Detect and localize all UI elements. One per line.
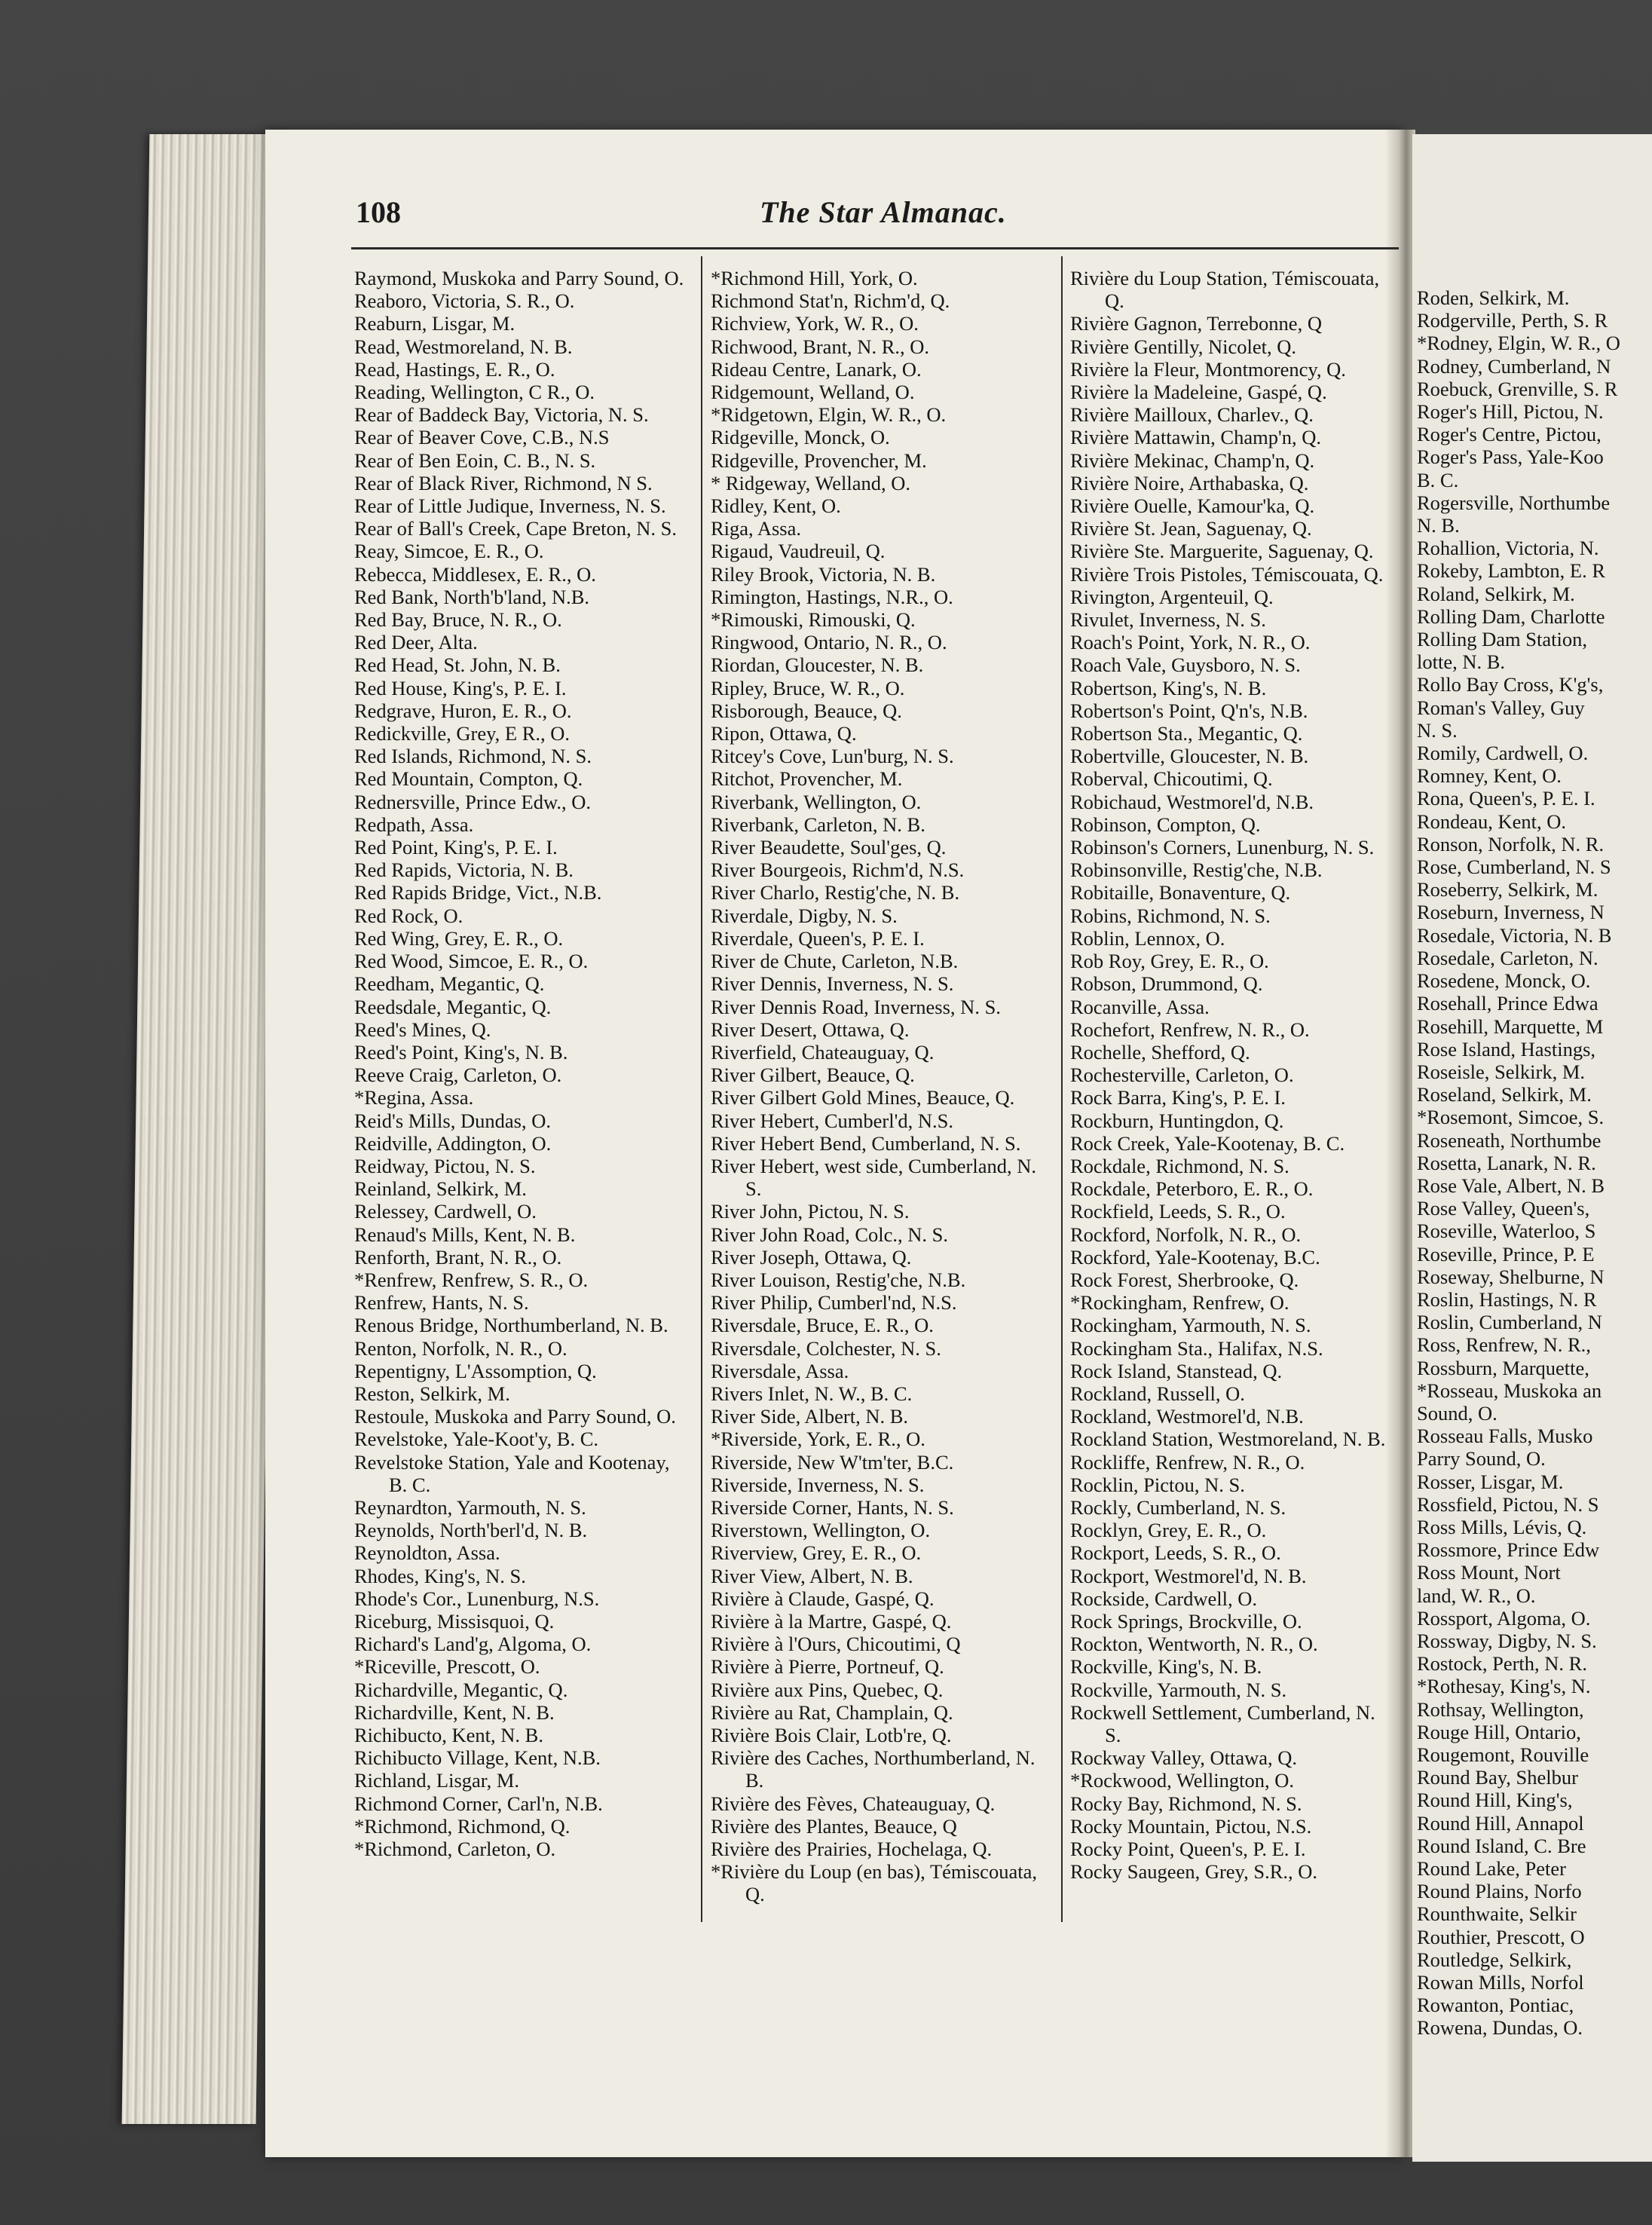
gazetteer-entry: Rockfield, Leeds, S. R., O. (1070, 1200, 1286, 1223)
gazetteer-entry: Rosser, Lisgar, M. (1417, 1470, 1564, 1493)
gazetteer-entry: Red Bay, Bruce, N. R., O. (354, 608, 562, 632)
gazetteer-entry: Rossburn, Marquette, (1417, 1356, 1589, 1379)
gazetteer-entry: Riley Brook, Victoria, N. B. (711, 562, 936, 586)
gazetteer-entry: land, W. R., O. (1417, 1584, 1536, 1607)
gazetteer-entry: Rossport, Algoma, O. (1417, 1606, 1591, 1630)
gazetteer-entry: Rockland, Westmorel'd, N.B. (1070, 1405, 1304, 1428)
gazetteer-entry: Riverstown, Wellington, O. (711, 1519, 931, 1542)
gazetteer-entry: Rivière St. Jean, Saguenay, Q. (1070, 517, 1312, 540)
gazetteer-entry: Rivière du Loup Station, Témiscouata, Q. (1070, 267, 1380, 313)
gazetteer-entry: Read, Hastings, E. R., O. (354, 357, 555, 381)
gazetteer-entry: Roger's Pass, Yale-Koo (1417, 445, 1604, 469)
gazetteer-entry: Rocky Saugeen, Grey, S.R., O. (1070, 1860, 1318, 1884)
gazetteer-entry: Rockdale, Peterboro, E. R., O. (1070, 1177, 1314, 1201)
gazetteer-entry: River Charlo, Restig'che, N. B. (711, 881, 960, 904)
gazetteer-entry: Ronson, Norfolk, N. R. (1417, 832, 1605, 855)
gazetteer-entry: *Riceville, Prescott, O. (354, 1655, 540, 1679)
gazetteer-entry: Reading, Wellington, C R., O. (354, 381, 595, 404)
gazetteer-entry: Parry Sound, O. (1417, 1447, 1546, 1471)
gazetteer-entry: Ringwood, Ontario, N. R., O. (711, 631, 947, 654)
gazetteer-entry: Rockwell Settlement, Cumberland, N. S. (1070, 1700, 1375, 1746)
gazetteer-entry: Reynoldton, Assa. (354, 1541, 500, 1565)
gazetteer-entry: Reinland, Selkirk, M. (354, 1177, 527, 1201)
gazetteer-entry: Rockly, Cumberland, N. S. (1070, 1495, 1286, 1519)
gazetteer-entry: Rockford, Yale-Kootenay, B.C. (1070, 1245, 1320, 1269)
gazetteer-entry: Riverdale, Digby, N. S. (711, 904, 898, 927)
gazetteer-entry: Rivière Bois Clair, Lotb're, Q. (711, 1724, 952, 1746)
gazetteer-entry: Richview, York, W. R., O. (711, 312, 919, 335)
gazetteer-entry: Rocklyn, Grey, E. R., O. (1070, 1519, 1267, 1542)
gazetteer-entry: Rocky Mountain, Pictou, N.S. (1070, 1814, 1312, 1838)
gazetteer-entry: Ritchot, Provencher, M. (711, 767, 903, 791)
gazetteer-entry: Rivière Mekinac, Champ'n, Q. (1070, 448, 1315, 472)
gazetteer-entry: Rivers Inlet, N. W., B. C. (711, 1382, 913, 1405)
gazetteer-entry: Reedham, Megantic, Q. (354, 972, 545, 996)
gazetteer-entry: Rockport, Leeds, S. R., O. (1070, 1541, 1281, 1565)
gazetteer-entry: Roland, Selkirk, M. (1417, 582, 1575, 605)
gazetteer-entry: Rivière la Fleur, Montmorency, Q. (1070, 357, 1346, 381)
gazetteer-entry: Rocanville, Assa. (1070, 995, 1210, 1018)
gazetteer-entry: Ripley, Bruce, W. R., O. (711, 676, 905, 699)
gazetteer-entry: Reedsdale, Megantic, Q. (354, 995, 552, 1018)
gazetteer-entry: Rockford, Norfolk, N. R., O. (1070, 1223, 1302, 1246)
gazetteer-entry: Red Wing, Grey, E. R., O. (354, 926, 564, 950)
gazetteer-entry: Rostock, Perth, N. R. (1417, 1652, 1587, 1676)
gazetteer-entry: Roslin, Hastings, N. R (1417, 1287, 1597, 1311)
gazetteer-entry: Rock Forest, Sherbrooke, Q. (1070, 1268, 1299, 1291)
gazetteer-entry: N. S. (1417, 718, 1458, 742)
gazetteer-entry: Roseland, Selkirk, M. (1417, 1083, 1592, 1106)
gazetteer-entry: Red Rapids Bridge, Vict., N.B. (354, 881, 602, 904)
gazetteer-entry: Rolling Dam, Charlotte (1417, 604, 1605, 628)
gazetteer-entry: Renton, Norfolk, N. R., O. (354, 1336, 567, 1360)
gazetteer-entry: Rivington, Argenteuil, Q. (1070, 585, 1274, 608)
gazetteer-entry: Rothsay, Wellington, (1417, 1697, 1584, 1721)
gazetteer-entry: Rivière au Rat, Champlain, Q. (711, 1700, 953, 1724)
gazetteer-entry: Rideau Centre, Lanark, O. (711, 357, 922, 381)
gazetteer-entry: Rivière des Plantes, Beauce, Q (711, 1814, 957, 1838)
gazetteer-entry: Rona, Queen's, P. E. I. (1417, 787, 1595, 810)
gazetteer-entry: Riverside Corner, Hants, N. S. (711, 1495, 954, 1519)
gazetteer-entry: Riverview, Grey, E. R., O. (711, 1541, 922, 1565)
gazetteer-entry: Reston, Selkirk, M. (354, 1382, 510, 1405)
gazetteer-entry: Richardville, Kent, N. B. (354, 1700, 555, 1724)
gazetteer-entry: Riverside, New W'tm'ter, B.C. (711, 1450, 954, 1474)
gazetteer-entry: Richibucto Village, Kent, N.B. (354, 1746, 601, 1770)
gazetteer-entry: Riverdale, Queen's, P. E. I. (711, 926, 925, 950)
gazetteer-entry: Rowan Mills, Norfol (1417, 1971, 1584, 1994)
gazetteer-entry: Rivière Noire, Arthabaska, Q. (1070, 471, 1309, 494)
gazetteer-entry: Rollo Bay Cross, K'g's, (1417, 673, 1604, 696)
gazetteer-entry: River Hebert Bend, Cumberland, N. S. (711, 1131, 1021, 1155)
gazetteer-entry: *Rosseau, Muskoka an (1417, 1379, 1602, 1402)
gazetteer-entry: lotte, N. B. (1417, 650, 1506, 674)
page-edges (122, 134, 284, 2124)
gazetteer-entry: Roseisle, Selkirk, M. (1417, 1060, 1586, 1083)
gazetteer-entry: Romily, Cardwell, O. (1417, 742, 1589, 765)
gazetteer-entry: Rear of Ball's Creek, Cape Breton, N. S. (354, 517, 677, 540)
gazetteer-entry: Rose Island, Hastings, (1417, 1037, 1596, 1060)
gazetteer-entry: Rose Valley, Queen's, (1417, 1197, 1590, 1220)
gazetteer-entry: Raymond, Muskoka and Parry Sound, O. (354, 267, 684, 289)
gazetteer-entry: Rosseau Falls, Musko (1417, 1425, 1593, 1448)
gazetteer-entry: *Rockwood, Wellington, O. (1070, 1769, 1294, 1792)
gazetteer-entry: Rouge Hill, Ontario, (1417, 1720, 1581, 1743)
gazetteer-entry: Roman's Valley, Guy (1417, 696, 1585, 719)
gazetteer-entry: Rowanton, Pontiac, (1417, 1994, 1574, 2017)
gazetteer-entry: Round Bay, Shelbur (1417, 1766, 1578, 1789)
gazetteer-entry: Robson, Drummond, Q. (1070, 972, 1263, 996)
gazetteer-entry: *Richmond Hill, York, O. (711, 267, 918, 289)
gazetteer-entry: River Joseph, Ottawa, Q. (711, 1245, 912, 1269)
gazetteer-entry: Robertson, King's, N. B. (1070, 676, 1267, 699)
gazetteer-entry: * Ridgeway, Welland, O. (711, 471, 911, 494)
gazetteer-entry: Ridgeville, Provencher, M. (711, 448, 927, 472)
gazetteer-entry: Richmond Stat'n, Richm'd, Q. (711, 289, 950, 313)
gazetteer-entry: Read, Westmoreland, N. B. (354, 335, 573, 358)
gazetteer-entry: Riverside, Inverness, N. S. (711, 1473, 925, 1496)
gazetteer-entry: Rear of Baddeck Bay, Victoria, N. S. (354, 403, 649, 427)
gazetteer-entry: River Dennis, Inverness, N. S. (711, 972, 954, 996)
gazetteer-entry: Round Island, C. Bre (1417, 1834, 1586, 1857)
gazetteer-entry: Rosedene, Monck, O. (1417, 969, 1591, 993)
gazetteer-entry: Rob Roy, Grey, E. R., O. (1070, 950, 1269, 973)
gazetteer-entry: Rivière à Pierre, Portneuf, Q. (711, 1655, 944, 1679)
gazetteer-entry: Rondeau, Kent, O. (1417, 810, 1566, 833)
gazetteer-entry: N. B. (1417, 514, 1460, 537)
gazetteer-entry: Reaboro, Victoria, S. R., O. (354, 289, 575, 313)
gazetteer-entry: Rockland, Russell, O. (1070, 1382, 1245, 1405)
gazetteer-entry: Sound, O. (1417, 1401, 1498, 1425)
gazetteer-entry: Restoule, Muskoka and Parry Sound, O. (354, 1405, 676, 1428)
gazetteer-entry: Rosedale, Victoria, N. B (1417, 923, 1612, 947)
gazetteer-entry: Reay, Simcoe, E. R., O. (354, 540, 544, 563)
column-1 (354, 267, 692, 1860)
gazetteer-entry: Rivière Ouelle, Kamour'ka, Q. (1070, 494, 1315, 518)
gazetteer-entry: Rock Springs, Brockville, O. (1070, 1609, 1302, 1633)
gazetteer-entry: Roseville, Prince, P. E (1417, 1242, 1595, 1266)
gazetteer-entry: Ritcey's Cove, Lun'burg, N. S. (711, 745, 954, 768)
gazetteer-entry: Renous Bridge, Northumberland, N. B. (354, 1314, 668, 1337)
gazetteer-entry: Rose Vale, Albert, N. B (1417, 1174, 1605, 1197)
gazetteer-entry: River View, Albert, N. B. (711, 1564, 913, 1587)
gazetteer-entry: Rivière Gentilly, Nicolet, Q. (1070, 335, 1297, 358)
gazetteer-entry: Reidville, Addington, O. (354, 1131, 552, 1155)
gazetteer-entry: Rockton, Wentworth, N. R., O. (1070, 1633, 1318, 1656)
gazetteer-entry: Revelstoke Station, Yale and Kootenay, B. C. (354, 1450, 670, 1496)
gazetteer-entry: Rock Creek, Yale-Kootenay, B. C. (1070, 1131, 1345, 1155)
running-title: The Star Almanac. (760, 195, 1007, 229)
gazetteer-entry: Rounthwaite, Selkir (1417, 1902, 1577, 1926)
gazetteer-entry: Rochesterville, Carleton, O. (1070, 1064, 1294, 1087)
gazetteer-entry: Rivière Mailloux, Charlev., Q. (1070, 403, 1314, 427)
gazetteer-entry: Rivière aux Pins, Quebec, Q. (711, 1678, 944, 1701)
gazetteer-entry: Robinson's Corners, Lunenburg, N. S. (1070, 836, 1375, 859)
gazetteer-entry: Rhodes, King's, N. S. (354, 1564, 526, 1587)
gazetteer-entry: Rockland Station, Westmoreland, N. B. (1070, 1428, 1386, 1451)
gazetteer-entry: Reid's Mills, Dundas, O. (354, 1109, 551, 1132)
gazetteer-entry: Rivière la Madeleine, Gaspé, Q. (1070, 381, 1327, 404)
gazetteer-entry: *Ridgetown, Elgin, W. R., O. (711, 403, 947, 427)
gazetteer-entry: River Hebert, Cumberl'd, N.S. (711, 1109, 953, 1132)
gazetteer-entry: Renfrew, Hants, N. S. (354, 1291, 529, 1314)
gazetteer-entry: Rockdale, Richmond, N. S. (1070, 1154, 1289, 1177)
gazetteer-entry: Rochefort, Renfrew, N. R., O. (1070, 1018, 1310, 1041)
gazetteer-entry: Round Hill, Annapol (1417, 1811, 1584, 1835)
gazetteer-entry: *Riverside, York, E. R., O. (711, 1428, 925, 1451)
gazetteer-entry: Ridgemount, Welland, O. (711, 381, 915, 404)
gazetteer-entry: Roslin, Cumberland, N (1417, 1311, 1602, 1334)
gazetteer-entry: Richland, Lisgar, M. (354, 1769, 520, 1792)
gazetteer-entry: River John, Pictou, N. S. (711, 1200, 910, 1223)
gazetteer-entry: *Renfrew, Renfrew, S. R., O. (354, 1268, 589, 1291)
gazetteer-entry: Rowena, Dundas, O. (1417, 2016, 1583, 2040)
gazetteer-entry: Roseway, Shelburne, N (1417, 1265, 1605, 1288)
gazetteer-entry: Rockingham Sta., Halifax, N.S. (1070, 1336, 1323, 1360)
gazetteer-entry: Routledge, Selkirk, (1417, 1948, 1572, 1971)
gazetteer-entry: Riversdale, Assa. (711, 1359, 849, 1382)
gazetteer-entry: Richibucto, Kent, N. B. (354, 1724, 543, 1746)
gazetteer-entry: Rimington, Hastings, N.R., O. (711, 585, 953, 608)
gazetteer-entry: Round Lake, Peter (1417, 1857, 1566, 1881)
gazetteer-entry: Ridley, Kent, O. (711, 494, 841, 518)
gazetteer-entry: Rivulet, Inverness, N. S. (1070, 608, 1266, 632)
gazetteer-entry: Red Head, St. John, N. B. (354, 653, 561, 677)
gazetteer-entry: Robins, Richmond, N. S. (1070, 904, 1271, 927)
page-number: 108 (356, 195, 401, 229)
gazetteer-entry: Robinsonville, Restig'che, N.B. (1070, 858, 1323, 882)
gazetteer-entry: Rear of Little Judique, Inverness, N. S. (354, 494, 666, 518)
gazetteer-entry: Rockway Valley, Ottawa, Q. (1070, 1746, 1297, 1770)
gazetteer-entry: River Philip, Cumberl'nd, N.S. (711, 1291, 957, 1314)
gazetteer-entry: Red Mountain, Compton, Q. (354, 767, 583, 791)
gazetteer-entry: Redpath, Assa. (354, 813, 474, 836)
gazetteer-entry: Rear of Ben Eoin, C. B., N. S. (354, 448, 596, 472)
gazetteer-entry: Robitaille, Bonaventure, Q. (1070, 881, 1291, 904)
gazetteer-entry: Red Rock, O. (354, 904, 463, 927)
gazetteer-entry: Roden, Selkirk, M. (1417, 286, 1570, 309)
gazetteer-entry: *Rivière du Loup (en bas), Témiscouata, Q. (711, 1860, 1037, 1906)
gazetteer-entry: Roger's Centre, Pictou, (1417, 423, 1602, 446)
gazetteer-entry: Roebuck, Grenville, S. R (1417, 377, 1618, 400)
gazetteer-entry: River Hebert, west side, Cumberland, N. S. (711, 1154, 1036, 1201)
gazetteer-entry: Redgrave, Huron, E. R., O. (354, 699, 572, 722)
gazetteer-entry: Round Plains, Norfo (1417, 1880, 1582, 1903)
gazetteer-entry: Rockville, King's, N. B. (1070, 1655, 1262, 1679)
gazetteer-entry: Riverbank, Carleton, N. B. (711, 813, 925, 836)
gazetteer-entry: Rivière Trois Pistoles, Témiscouata, Q. (1070, 562, 1384, 586)
gazetteer-entry: Ross, Renfrew, N. R., (1417, 1333, 1591, 1357)
gazetteer-entry: Rear of Black River, Richmond, N S. (354, 471, 653, 494)
column-2 (711, 267, 1051, 1906)
gazetteer-entry: Rolling Dam Station, (1417, 628, 1587, 651)
gazetteer-entry: Rocky Bay, Richmond, N. S. (1070, 1792, 1302, 1815)
gazetteer-entry: Redickville, Grey, E R., O. (354, 722, 571, 745)
gazetteer-entry: Riga, Assa. (711, 517, 801, 540)
gazetteer-entry: Red Islands, Richmond, N. S. (354, 745, 592, 768)
gazetteer-entry: Rivière à Claude, Gaspé, Q. (711, 1587, 935, 1610)
gazetteer-entry: Rivière à la Martre, Gaspé, Q. (711, 1609, 952, 1633)
gazetteer-entry: Reed's Point, King's, N. B. (354, 1040, 568, 1064)
gazetteer-entry: Robertville, Gloucester, N. B. (1070, 745, 1309, 768)
gazetteer-entry: Rockliffe, Renfrew, N. R., O. (1070, 1450, 1305, 1474)
gazetteer-entry: Rockside, Cardwell, O. (1070, 1587, 1258, 1610)
gazetteer-entry: River Gilbert Gold Mines, Beauce, Q. (711, 1086, 1015, 1109)
gazetteer-entry: Routhier, Prescott, O (1417, 1925, 1585, 1948)
gazetteer-entry: *Rimouski, Rimouski, Q. (711, 608, 916, 632)
gazetteer-entry: Roberval, Chicoutimi, Q. (1070, 767, 1273, 791)
gazetteer-entry: Roseville, Waterloo, S (1417, 1220, 1596, 1243)
gazetteer-entry: *Rosemont, Simcoe, S. (1417, 1106, 1605, 1129)
gazetteer-entry: Rossmore, Prince Edw (1417, 1538, 1600, 1562)
gazetteer-entry: Robertson Sta., Megantic, Q. (1070, 722, 1303, 745)
gazetteer-entry: Ridgeville, Monck, O. (711, 426, 890, 449)
gazetteer-entry: Rossfield, Pictou, N. S (1417, 1492, 1599, 1516)
gazetteer-entry: Rose, Cumberland, N. S (1417, 855, 1611, 879)
gazetteer-entry: Reynardton, Yarmouth, N. S. (354, 1495, 586, 1519)
gazetteer-entry: Rochelle, Shefford, Q. (1070, 1040, 1250, 1064)
column-divider-2 (1061, 256, 1063, 1922)
gazetteer-entry: Rigaud, Vaudreuil, Q. (711, 540, 886, 563)
gazetteer-entry: Roach's Point, York, N. R., O. (1070, 631, 1311, 654)
gazetteer-entry: Reidway, Pictou, N. S. (354, 1154, 536, 1177)
gazetteer-entry: *Richmond, Richmond, Q. (354, 1814, 571, 1838)
gazetteer-entry: Richard's Land'g, Algoma, O. (354, 1633, 592, 1656)
gazetteer-entry: Renforth, Brant, N. R., O. (354, 1245, 562, 1269)
gazetteer-entry: Roseberry, Selkirk, M. (1417, 878, 1598, 901)
gazetteer-entry: Rosehill, Marquette, M (1417, 1015, 1604, 1038)
gazetteer-entry: Riverbank, Wellington, O. (711, 790, 922, 813)
gazetteer-entry: Red Deer, Alta. (354, 631, 478, 654)
gazetteer-entry: Rockport, Westmorel'd, N. B. (1070, 1564, 1307, 1587)
gazetteer-entry: River Desert, Ottawa, Q. (711, 1018, 910, 1041)
gazetteer-entry: Rivière Gagnon, Terrebonne, Q (1070, 312, 1322, 335)
column-3 (1070, 267, 1396, 1883)
gazetteer-entry: B. C. (1417, 468, 1459, 491)
gazetteer-entry: Reed's Mines, Q. (354, 1018, 491, 1041)
gazetteer-entry: Red House, King's, P. E. I. (354, 676, 567, 699)
gazetteer-entry: *Regina, Assa. (354, 1086, 474, 1109)
gazetteer-entry: Rednersville, Prince Edw., O. (354, 790, 592, 813)
gazetteer-entry: *Rodney, Elgin, W. R., O (1417, 332, 1620, 355)
gazetteer-entry: Risborough, Beauce, Q. (711, 699, 902, 722)
gazetteer-entry: Rock Barra, King's, P. E. I. (1070, 1086, 1286, 1109)
gazetteer-entry: Romney, Kent, O. (1417, 764, 1562, 788)
column-divider-1 (701, 256, 702, 1922)
gazetteer-entry: Reaburn, Lisgar, M. (354, 312, 515, 335)
gazetteer-entry: Reynolds, North'berl'd, N. B. (354, 1519, 588, 1542)
gazetteer-entry: Ross Mount, Nort (1417, 1561, 1561, 1584)
gazetteer-entry: Rivière des Prairies, Hochelaga, Q. (711, 1838, 993, 1861)
gazetteer-entry: River Bourgeois, Richm'd, N.S. (711, 858, 965, 882)
gazetteer-entry: Red Wood, Simcoe, E. R., O. (354, 950, 589, 973)
gazetteer-entry: Rogersville, Northumbe (1417, 491, 1611, 514)
gazetteer-entry: River Beaudette, Soul'ges, Q. (711, 836, 947, 859)
gazetteer-entry: Rokeby, Lambton, E. R (1417, 559, 1606, 583)
gazetteer-entry: Rivière des Caches, Northumberland, N. B. (711, 1746, 1036, 1792)
gazetteer-entry: Rossway, Digby, N. S. (1417, 1629, 1597, 1652)
gazetteer-entry: Rivière Ste. Marguerite, Saguenay, Q. (1070, 540, 1374, 563)
column-4-facing (1417, 286, 1652, 2040)
gazetteer-entry: Reeve Craig, Carleton, O. (354, 1064, 562, 1087)
gazetteer-entry: *Rothesay, King's, N. (1417, 1675, 1591, 1698)
gazetteer-entry: Roseburn, Inverness, N (1417, 901, 1605, 924)
gazetteer-entry: Ripon, Ottawa, Q. (711, 722, 857, 745)
gazetteer-entry: Rear of Beaver Cove, C.B., N.S (354, 426, 610, 449)
gazetteer-entry: Robinson, Compton, Q. (1070, 813, 1261, 836)
gazetteer-entry: Rockburn, Huntingdon, Q. (1070, 1109, 1284, 1132)
gazetteer-entry: Renaud's Mills, Kent, N. B. (354, 1223, 576, 1246)
gazetteer-entry: Rodney, Cumberland, N (1417, 354, 1611, 378)
gazetteer-entry: Roger's Hill, Pictou, N. (1417, 400, 1604, 424)
gazetteer-entry: Rockville, Yarmouth, N. S. (1070, 1678, 1287, 1701)
gazetteer-entry: River John Road, Colc., N. S. (711, 1223, 949, 1246)
gazetteer-entry: Rocky Point, Queen's, P. E. I. (1070, 1838, 1306, 1861)
gazetteer-entry: Rivière Mattawin, Champ'n, Q. (1070, 426, 1322, 449)
gazetteer-entry: Red Bank, North'b'land, N.B. (354, 585, 590, 608)
gazetteer-entry: Rougemont, Rouville (1417, 1743, 1589, 1766)
gazetteer-entry: Round Hill, King's, (1417, 1789, 1573, 1812)
gazetteer-entry: River Dennis Road, Inverness, N. S. (711, 995, 1001, 1018)
gazetteer-entry: Riceburg, Missisquoi, Q. (354, 1609, 555, 1633)
gazetteer-entry: Richmond Corner, Carl'n, N.B. (354, 1792, 603, 1815)
gazetteer-entry: Rebecca, Middlesex, E. R., O. (354, 562, 596, 586)
gazetteer-entry: Rivière à l'Ours, Chicoutimi, Q (711, 1633, 961, 1656)
gazetteer-entry: Repentigny, L'Assomption, Q. (354, 1359, 597, 1382)
gazetteer-entry: Riordan, Gloucester, N. B. (711, 653, 924, 677)
gazetteer-entry: Rivière des Fèves, Chateauguay, Q. (711, 1792, 996, 1815)
gazetteer-entry: River de Chute, Carleton, N.B. (711, 950, 959, 973)
gazetteer-entry: Robichaud, Westmorel'd, N.B. (1070, 790, 1314, 813)
gazetteer-entry: Rock Island, Stanstead, Q. (1070, 1359, 1283, 1382)
gazetteer-entry: Robertson's Point, Q'n's, N.B. (1070, 699, 1308, 722)
gazetteer-entry: River Louison, Restig'che, N.B. (711, 1268, 966, 1291)
gazetteer-entry: Relessey, Cardwell, O. (354, 1200, 537, 1223)
gazetteer-entry: Red Rapids, Victoria, N. B. (354, 858, 574, 882)
gazetteer-entry: Roblin, Lennox, O. (1070, 926, 1225, 950)
gazetteer-entry: Rosetta, Lanark, N. R. (1417, 1151, 1596, 1174)
gazetteer-entry: Richardville, Megantic, Q. (354, 1678, 568, 1701)
gazetteer-entry: Roach Vale, Guysboro, N. S. (1070, 653, 1301, 677)
gazetteer-entry: Rodgerville, Perth, S. R (1417, 309, 1608, 332)
gazetteer-entry: Roseneath, Northumbe (1417, 1128, 1602, 1152)
gazetteer-entry: *Richmond, Carleton, O. (354, 1838, 556, 1861)
gazetteer-entry: *Rockingham, Renfrew, O. (1070, 1291, 1289, 1314)
gazetteer-entry: Ross Mills, Lévis, Q. (1417, 1515, 1587, 1538)
gazetteer-entry: Rockingham, Yarmouth, N. S. (1070, 1314, 1311, 1337)
gazetteer-entry: Riversdale, Colchester, N. S. (711, 1336, 941, 1360)
gazetteer-entry: Rocklin, Pictou, N. S. (1070, 1473, 1245, 1496)
gazetteer-entry: Richwood, Brant, N. R., O. (711, 335, 930, 358)
gazetteer-entry: Rohallion, Victoria, N. (1417, 537, 1599, 560)
gazetteer-entry: Red Point, King's, P. E. I. (354, 836, 558, 859)
gazetteer-entry: River Side, Albert, N. B. (711, 1405, 909, 1428)
gazetteer-entry: Rosedale, Carleton, N. (1417, 946, 1598, 969)
gazetteer-entry: Revelstoke, Yale-Koot'y, B. C. (354, 1428, 598, 1451)
gazetteer-entry: Riversdale, Bruce, E. R., O. (711, 1314, 934, 1337)
gazetteer-entry: Riverfield, Chateauguay, Q. (711, 1040, 935, 1064)
header-rule (351, 247, 1399, 249)
gazetteer-entry: River Gilbert, Beauce, Q. (711, 1064, 915, 1087)
gazetteer-entry: Rhode's Cor., Lunenburg, N.S. (354, 1587, 600, 1610)
gazetteer-entry: Rosehall, Prince Edwa (1417, 992, 1598, 1015)
